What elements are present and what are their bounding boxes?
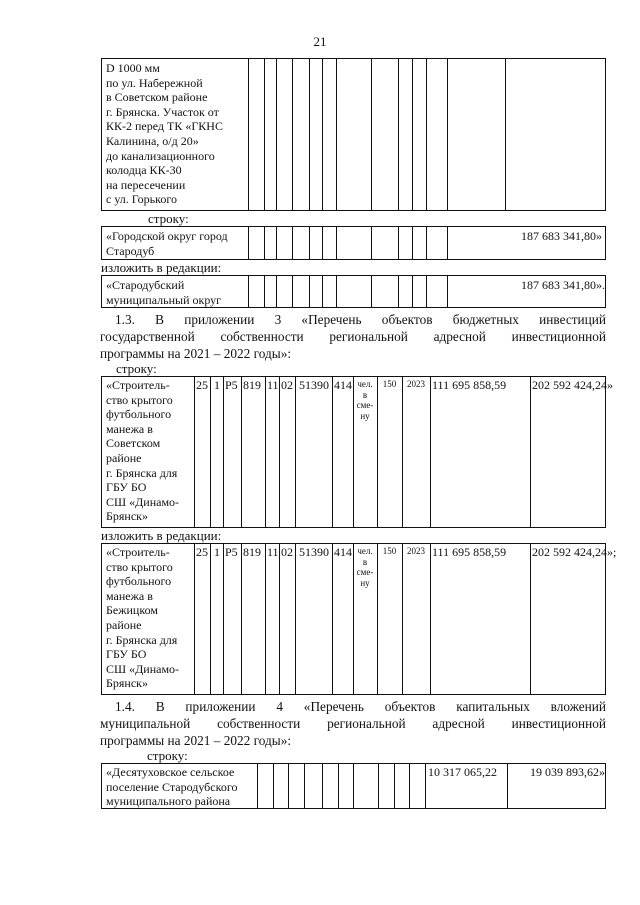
column-divider (430, 377, 431, 527)
column-divider (426, 59, 427, 210)
amount-value: 202 592 424,24»; (532, 545, 617, 559)
table-row-old-district (101, 226, 606, 260)
column-divider (264, 59, 265, 210)
text-line: г. Брянска для (106, 465, 178, 480)
text-line: в Советском районе (106, 90, 208, 105)
column-divider (276, 59, 277, 210)
code-cell: 51390 (299, 378, 329, 392)
text-line: муниципальной собственности региональной адресной инвестиционной (100, 716, 606, 731)
text-line: СШ «Динамо- (106, 494, 180, 509)
page-number: 21 (313, 34, 327, 49)
object-name-cell (106, 61, 223, 207)
column-divider (223, 377, 224, 527)
column-divider (322, 764, 323, 808)
column-divider (265, 377, 266, 527)
text-line: государственной собственности региональной адресной инвестиционной (100, 329, 606, 344)
column-divider (332, 377, 333, 527)
code-cell: 11 (267, 378, 279, 392)
text-line: футбольного (106, 407, 172, 422)
text-line: КК-2 перед ТК «ГКНС (106, 119, 223, 134)
capacity-cell: 150 (382, 546, 397, 556)
column-divider (398, 227, 399, 259)
label-izlozhit: изложить в редакции: (101, 528, 222, 543)
amount-value: 111 695 858,59 (432, 378, 507, 392)
column-divider (430, 544, 431, 694)
label-stroku: строку: (148, 211, 189, 226)
object-name-cell (106, 378, 179, 524)
text-line: чел. (357, 546, 373, 556)
label-izlozhit: изложить в редакции: (101, 260, 222, 275)
paragraph-1-3 (100, 311, 606, 362)
text-line: Брянск» (106, 676, 148, 691)
column-divider (398, 59, 399, 210)
column-divider (332, 544, 333, 694)
column-divider (248, 59, 249, 210)
column-divider (241, 544, 242, 694)
text-line: на пересечении (106, 177, 186, 192)
column-divider (265, 544, 266, 694)
code-cell: 51390 (299, 545, 329, 559)
text-line: ство крытого (106, 559, 173, 574)
code-cell: 25 (196, 378, 208, 392)
column-divider (257, 764, 258, 808)
column-divider (248, 227, 249, 259)
text-line: чел. (357, 379, 373, 389)
text-line: «Городской округ город (106, 229, 228, 243)
text-line: до канализационного (106, 148, 215, 163)
code-cell: 1 (214, 545, 220, 559)
text-line: ГБУ БО (106, 480, 147, 495)
column-divider (447, 59, 448, 210)
column-divider (295, 377, 296, 527)
column-divider (338, 764, 339, 808)
text-line: 1.4. В приложении 4 «Перечень объектов капитальных вложений (115, 699, 606, 714)
text-line: колодца КК-30 (106, 163, 182, 178)
code-cell: P5 (225, 378, 238, 392)
text-line: муниципального района (106, 794, 231, 809)
code-cell: 819 (243, 378, 261, 392)
text-line: Стародуб (106, 243, 155, 258)
unit-cell (353, 546, 377, 588)
text-line: манежа в (106, 588, 153, 603)
column-divider (223, 544, 224, 694)
object-name-cell (106, 765, 237, 809)
column-divider (292, 59, 293, 210)
text-line: с ул. Горького (106, 192, 177, 207)
column-divider (288, 764, 289, 808)
column-divider (425, 764, 426, 808)
amount-value: 187 683 341,80» (521, 229, 602, 243)
column-divider (276, 227, 277, 259)
text-line: манежа в (106, 421, 153, 436)
column-divider (309, 276, 310, 307)
amount-value: 111 695 858,59 (432, 545, 507, 559)
label-stroku: строку: (116, 361, 157, 376)
column-divider (371, 59, 372, 210)
text-line: муниципальный округ (106, 292, 222, 307)
text-line: сме- (356, 567, 374, 577)
table-row-new-stadium (101, 543, 617, 695)
column-divider (264, 227, 265, 259)
text-line: в (362, 556, 368, 567)
column-divider (378, 764, 379, 808)
column-divider (210, 377, 211, 527)
text-line: г. Брянска. Участок от (106, 104, 219, 119)
code-cell: 1 (214, 378, 220, 392)
column-divider (241, 377, 242, 527)
column-divider (377, 544, 378, 694)
column-divider (447, 227, 448, 259)
column-divider (371, 227, 372, 259)
column-divider (292, 227, 293, 259)
column-divider (336, 59, 337, 210)
text-line: ство крытого (106, 392, 173, 407)
column-divider (447, 276, 448, 307)
code-cell: 25 (196, 545, 208, 559)
column-divider (248, 276, 249, 307)
text-line: районе (106, 617, 142, 632)
text-line: Брянск» (106, 509, 148, 524)
column-divider (394, 764, 395, 808)
object-name-cell (106, 229, 228, 258)
text-line: районе (106, 450, 142, 465)
capacity-cell: 150 (382, 379, 397, 389)
text-line: «Строитель- (106, 545, 170, 559)
column-divider (402, 544, 403, 694)
text-line: ГБУ БО (106, 647, 147, 662)
column-divider (353, 764, 354, 808)
label-stroku: строку: (147, 748, 188, 763)
code-cell: 11 (267, 545, 279, 559)
column-divider (210, 544, 211, 694)
code-cell: 414 (334, 378, 352, 392)
table-sewer-row (101, 58, 606, 211)
amount-value: 10 317 065,22 (428, 765, 497, 779)
column-divider (377, 377, 378, 527)
text-line: 1.3. В приложении 3 «Перечень объектов бюджетных инвестиций (115, 312, 606, 327)
year-cell: 2023 (407, 546, 425, 556)
text-line: программы на 2021 – 2022 годы»: (100, 346, 292, 361)
column-divider (398, 276, 399, 307)
column-divider (530, 377, 531, 527)
column-divider (322, 276, 323, 307)
code-cell: 02 (281, 545, 293, 559)
column-divider (295, 544, 296, 694)
code-cell: P5 (225, 545, 238, 559)
text-line: «Строитель- (106, 378, 170, 392)
column-divider (412, 227, 413, 259)
column-divider (279, 377, 280, 527)
unit-cell (353, 379, 377, 421)
text-line: сме- (356, 400, 374, 410)
column-divider (309, 227, 310, 259)
column-divider (426, 276, 427, 307)
text-line: ну (360, 410, 370, 421)
column-divider (273, 764, 274, 808)
column-divider (412, 59, 413, 210)
amount-value: 187 683 341,80». (521, 278, 605, 292)
column-divider (292, 276, 293, 307)
table-row-old-stadium (101, 376, 613, 528)
column-divider (336, 227, 337, 259)
text-line: по ул. Набережной (106, 75, 203, 90)
text-line: в (362, 389, 368, 400)
text-line: футбольного (106, 574, 172, 589)
code-cell: 819 (243, 545, 261, 559)
column-divider (276, 276, 277, 307)
column-divider (505, 59, 506, 210)
paragraph-1-4 (100, 698, 606, 749)
column-divider (402, 377, 403, 527)
column-divider (309, 59, 310, 210)
text-line: СШ «Динамо- (106, 661, 180, 676)
text-line: г. Брянска для (106, 632, 178, 647)
code-cell: 02 (281, 378, 293, 392)
table-row-old-settlement (101, 763, 606, 809)
text-line: Бежицком (106, 603, 158, 618)
column-divider (322, 227, 323, 259)
text-line: программы на 2021 – 2022 годы»: (100, 733, 292, 748)
text-line: ну (360, 577, 370, 588)
text-line: D 1000 мм (106, 61, 160, 75)
column-divider (426, 227, 427, 259)
year-cell: 2023 (407, 379, 425, 389)
amount-value: 202 592 424,24» (532, 378, 613, 392)
column-divider (371, 276, 372, 307)
text-line: поселение Стародубского (106, 779, 238, 794)
column-divider (194, 544, 195, 694)
column-divider (336, 276, 337, 307)
column-divider (412, 276, 413, 307)
column-divider (304, 764, 305, 808)
column-divider (322, 59, 323, 210)
text-line: Советском (106, 436, 161, 451)
column-divider (264, 276, 265, 307)
column-divider (530, 544, 531, 694)
text-line: «Десятуховское сельское (106, 765, 235, 779)
text-line: Калинина, о/д 20» (106, 133, 199, 148)
text-line: «Стародубский (106, 278, 185, 292)
code-cell: 414 (334, 545, 352, 559)
column-divider (409, 764, 410, 808)
table-row-new-district (101, 275, 606, 308)
column-divider (279, 544, 280, 694)
object-name-cell (106, 278, 221, 307)
column-divider (507, 764, 508, 808)
amount-value: 19 039 893,62» (530, 765, 605, 779)
object-name-cell (106, 545, 179, 691)
column-divider (194, 377, 195, 527)
